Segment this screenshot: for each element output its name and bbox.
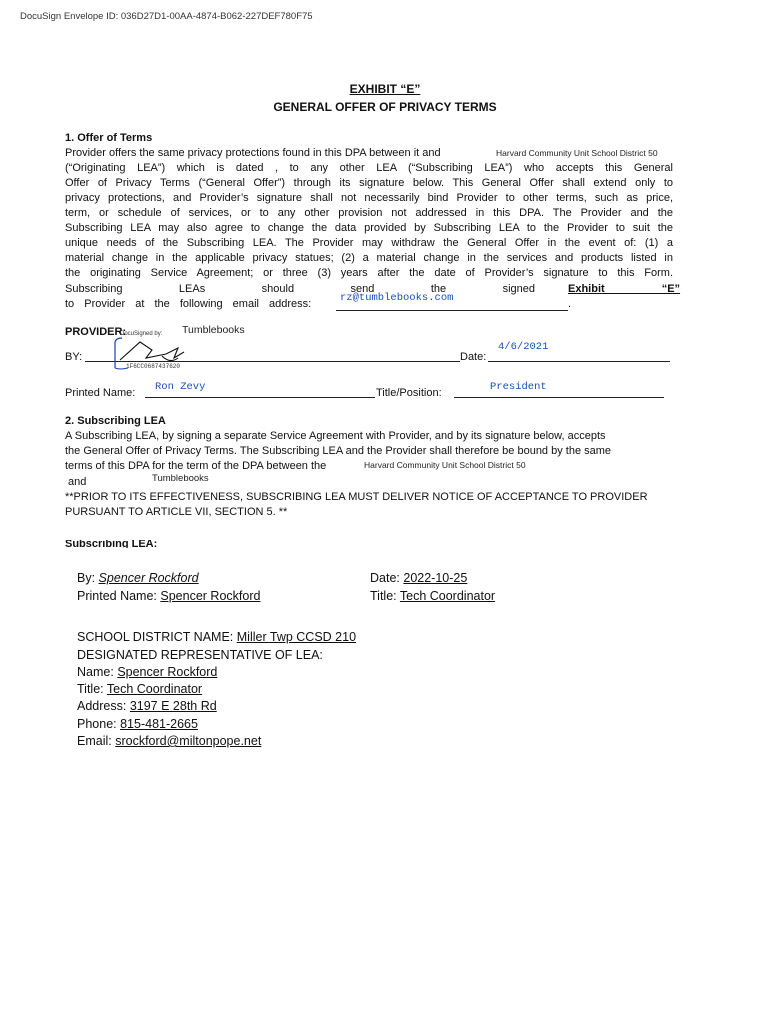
lea-phone <box>77 717 198 731</box>
cut-heading-clip <box>65 540 265 548</box>
lea-email-label: Email: <box>77 734 112 748</box>
section2-heading: 2. Subscribing LEA <box>65 415 166 427</box>
section2-provider-fill: Tumblebooks <box>152 473 209 484</box>
envelope-id: DocuSign Envelope ID: 036D27D1-00AA-4874-B062-227DEF780F75 <box>20 11 313 22</box>
lea-date-label: Date: <box>370 571 400 585</box>
lea-date <box>370 571 467 585</box>
lea-printed-label: Printed Name: <box>77 589 157 603</box>
email-line <box>336 310 568 311</box>
provider-date[interactable]: 4/6/2021 <box>498 341 549 353</box>
period: . <box>568 298 572 310</box>
title-position-label: Title/Position: <box>376 387 442 399</box>
section1-line: Offer of Privacy Terms (“General Offer”) through its signature below. This General Offer shall extend only to <box>65 177 673 189</box>
provider-email[interactable]: rz@tumblebooks.com <box>340 292 454 304</box>
lea-title-label: Title: <box>370 589 397 603</box>
section1-line1: Provider offers the same privacy protections found in this DPA between it and <box>65 147 441 159</box>
date-line <box>488 361 670 362</box>
originating-district-fill: Harvard Community Unit School District 50 <box>496 148 658 158</box>
by-label: BY: <box>65 351 83 363</box>
provider-printed-name[interactable]: Ron Zevy <box>155 381 206 393</box>
exhibit-e-text: Exhibit “E” <box>568 283 681 295</box>
section1-line: term, or schedule of services, or to any other provision not addressed in this DPA. The Provider and the <box>65 207 673 219</box>
lea-address-label: Address: <box>77 699 127 713</box>
lea-district-value[interactable]: Miller Twp CCSD 210 <box>236 630 357 644</box>
lea-by-label: By: <box>77 571 96 585</box>
exhibit-e-reference <box>568 282 681 297</box>
lea-title-value[interactable]: Tech Coordinator <box>399 589 496 603</box>
lea-email <box>77 734 261 748</box>
and-word: and <box>68 476 87 488</box>
lea-title2-label: Title: <box>77 682 104 696</box>
lea-printed <box>77 589 260 603</box>
lea-name <box>77 665 217 679</box>
provider-title[interactable]: President <box>490 381 547 393</box>
section1-heading: 1. Offer of Terms <box>65 132 153 144</box>
section1-send-line: Subscribing LEAs should send the signed <box>65 283 535 295</box>
lea-printed-value[interactable]: Spencer Rockford <box>160 589 261 603</box>
section1-line: (“Originating LEA”) which is dated , to any other LEA (“Subscribing LEA”) who accepts this General <box>65 162 673 174</box>
title-line <box>454 397 664 398</box>
exhibit-title: EXHIBIT “E” <box>349 82 421 96</box>
section1-last-line: to Provider at the following email address: <box>65 298 312 310</box>
lea-title2-value[interactable]: Tech Coordinator <box>106 682 203 696</box>
notice-line2: PURSUANT TO ARTICLE VII, SECTION 5. ** <box>65 506 288 518</box>
section1-line: material change in the applicable privacy statues; (2) a material change in the services and products listed in <box>65 252 673 264</box>
section2-line: A Subscribing LEA, by signing a separate Service Agreement with Provider, and by its signature below, accepts <box>65 430 606 442</box>
lea-email-value[interactable]: srockford@miltonpope.net <box>115 734 262 748</box>
printed-name-line <box>145 397 375 398</box>
lea-phone-label: Phone: <box>77 717 117 731</box>
lea-name-label: Name: <box>77 665 114 679</box>
date-label: Date: <box>460 351 487 363</box>
notice-line1: **PRIOR TO ITS EFFECTIVENESS, SUBSCRIBING LEA MUST DELIVER NOTICE OF ACCEPTANCE TO PROVIDER <box>65 491 648 503</box>
lea-district-label: SCHOOL DISTRICT NAME: <box>77 630 234 644</box>
lea-phone-value[interactable]: 815-481-2665 <box>120 717 198 731</box>
lea-address-value[interactable]: 3197 E 28th Rd <box>129 699 217 713</box>
signature-id: 1F6CC0687437620 <box>126 363 181 370</box>
provider-name: Tumblebooks <box>182 324 245 336</box>
lea-date-value[interactable]: 2022-10-25 <box>403 571 468 585</box>
section2-line3: terms of this DPA for the term of the DPA between the <box>65 460 327 472</box>
lea-by-value[interactable]: Spencer Rockford <box>98 571 199 585</box>
cut-heading: Subscribing LEA: <box>65 540 158 548</box>
docusign-label: DocuSigned by: <box>120 331 163 337</box>
provider-label: PROVIDER: <box>65 326 127 338</box>
lea-by <box>77 571 199 585</box>
section2-district-fill: Harvard Community Unit School District 50 <box>364 460 526 470</box>
section1-line: privacy protections, and Provider’s signature shall not necessarily bind Provider to other terms, such as price, <box>65 192 673 204</box>
section1-line: the originating Service Agreement; or three (3) years after the date of Provider’s signature to this Form. <box>65 267 673 279</box>
lea-title <box>370 589 495 603</box>
section2-line: the General Offer of Privacy Terms. The Subscribing LEA and the Provider shall therefore be bound by the same <box>65 445 612 457</box>
lea-district <box>77 630 356 644</box>
lea-title2 <box>77 682 202 696</box>
lea-designated: DESIGNATED REPRESENTATIVE OF LEA: <box>77 648 323 662</box>
lea-address <box>77 699 217 713</box>
exhibit-subtitle: GENERAL OFFER OF PRIVACY TERMS <box>273 100 497 114</box>
section1-line: Subscribing LEA may also agree to change the data provided by Subscribing LEA to the Provider to suit the <box>65 222 673 234</box>
section1-line: unique needs of the Subscribing LEA. The Provider may withdraw the General Offer in the event of: (1) a <box>65 237 673 249</box>
printed-name-label: Printed Name: <box>65 387 136 399</box>
lea-name-value[interactable]: Spencer Rockford <box>117 665 218 679</box>
